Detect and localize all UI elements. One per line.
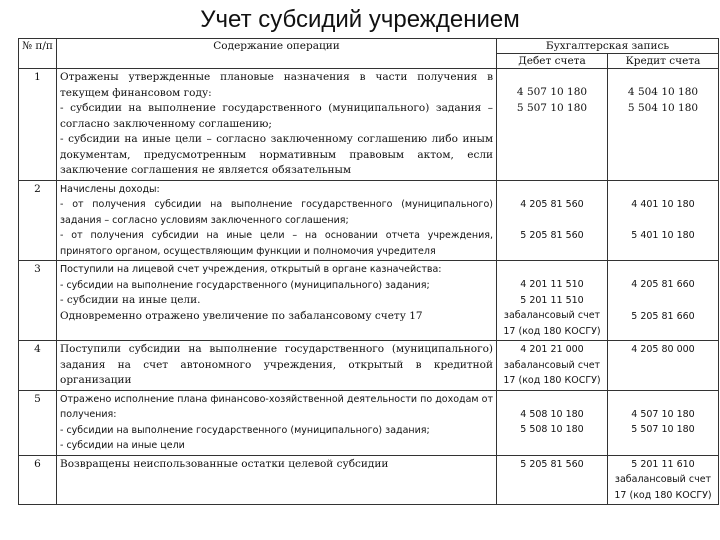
credit-cell (608, 455, 719, 505)
header-row (19, 39, 719, 54)
credit-account: 5 205 81 660 (631, 310, 695, 322)
credit-account: 5 507 10 180 (631, 424, 695, 435)
table-row (19, 261, 719, 341)
credit-account: 5 504 10 180 (627, 101, 699, 114)
credit-cell (608, 261, 719, 341)
operation-line: - субсидии на выполнение государственного (муниципального) задания; (60, 424, 430, 436)
operation-line: - от получения субсидии на иные цели – на основании отчета учреждения, принятого органом, осуществляющим функции и полномочия учредителя (60, 230, 493, 257)
operation-cell (57, 390, 497, 455)
row-num: 4 (19, 341, 57, 391)
row-num: 1 (19, 69, 57, 181)
operation-line: - субсидии на выполнение государственного (муниципального) задания; (60, 279, 430, 291)
debit-account: 4 507 10 180 (516, 86, 588, 98)
credit-cell (608, 180, 719, 261)
header-debit: Дебет счета (497, 54, 608, 69)
debit-account: 5 205 81 560 (520, 458, 584, 470)
debit-account: 5 201 11 510 (520, 294, 584, 306)
operation-line: Поступили на лицевой счет учреждения, открытый в органе казначейства: (60, 264, 442, 275)
debit-account: 4 508 10 180 (520, 408, 584, 420)
operation-cell (57, 69, 497, 181)
header-content: Содержание операции (57, 39, 497, 69)
header-num: № п/п (19, 39, 57, 69)
debit-account: 4 201 21 000 (520, 344, 584, 355)
operation-line: - субсидии на выполнение государственного (муниципального) задания – согласно заключенному соглашению; (60, 102, 493, 130)
subsidy-accounting-table (18, 38, 719, 505)
operation-line: - субсидии на иные цели. (60, 294, 201, 306)
credit-account: 4 401 10 180 (631, 198, 695, 210)
operation-line: Отражены утвержденные плановые назначения в части получения в текущем финансовом году: (60, 71, 493, 99)
table-row (19, 69, 719, 181)
debit-account: 4 205 81 560 (520, 198, 584, 210)
debit-cell (497, 341, 608, 391)
operation-cell (57, 341, 497, 391)
debit-cell (497, 261, 608, 341)
debit-cell (497, 455, 608, 505)
credit-cell (608, 390, 719, 455)
row-num: 2 (19, 180, 57, 261)
operation-line: - субсидии на иные цели (60, 440, 185, 451)
operation-line: Возвращены неиспользованные остатки целевой субсидии (60, 457, 389, 470)
operation-line: Начислены доходы: (60, 183, 160, 195)
row-num: 6 (19, 455, 57, 505)
operation-line: Одновременно отражено увеличение по забалансовому счету 17 (60, 309, 423, 322)
operation-line: - от получения субсидии на выполнение государственного (муниципального) задания – согласно условиям заключенного соглашения; (60, 199, 493, 226)
credit-cell (608, 69, 719, 181)
operation-line: Отражено исполнение плана финансово-хозяйственной деятельности по доходам от получения: (60, 393, 493, 420)
credit-offbalance: забалансовый счет 17 (код 180 КОСГУ) (614, 474, 712, 501)
debit-account: 5 205 81 560 (520, 230, 584, 241)
debit-offbalance: забалансовый счет 17 (код 180 КОСГУ) (503, 310, 601, 337)
operation-cell (57, 180, 497, 261)
row-num: 3 (19, 261, 57, 341)
credit-cell (608, 341, 719, 391)
table-row (19, 341, 719, 391)
operation-cell (57, 455, 497, 505)
credit-account: 4 205 81 660 (631, 279, 695, 290)
operation-line: - субсидии на иные цели – согласно заключенному соглашению либо иным документам, предусмотренным нормативным правовым актом, если заключение соглашения не является обязательным (60, 133, 493, 176)
debit-offbalance: забалансовый счет 17 (код 180 КОСГУ) (503, 359, 601, 386)
table-row (19, 455, 719, 505)
debit-account: 5 507 10 180 (516, 101, 588, 114)
operation-cell (57, 261, 497, 341)
credit-account: 5 401 10 180 (631, 230, 695, 241)
table-row (19, 390, 719, 455)
table-row (19, 180, 719, 261)
header-accounting: Бухгалтерская запись (497, 39, 719, 54)
debit-account: 5 508 10 180 (520, 424, 584, 435)
debit-account: 4 201 11 510 (520, 279, 584, 290)
credit-account: 5 201 11 610 (631, 458, 695, 470)
credit-account: 4 504 10 180 (627, 86, 699, 98)
credit-account: 4 205 80 000 (631, 344, 695, 355)
header-credit: Кредит счета (608, 54, 719, 69)
credit-account: 4 507 10 180 (631, 408, 695, 420)
debit-cell (497, 69, 608, 181)
page-title: Учет субсидий учреждением (200, 6, 520, 33)
debit-cell (497, 390, 608, 455)
row-num: 5 (19, 390, 57, 455)
operation-line: Поступили субсидии на выполнение государственного (муниципального) задания на счет автономного учреждения, открытый в кредитной организации (60, 343, 493, 386)
debit-cell (497, 180, 608, 261)
